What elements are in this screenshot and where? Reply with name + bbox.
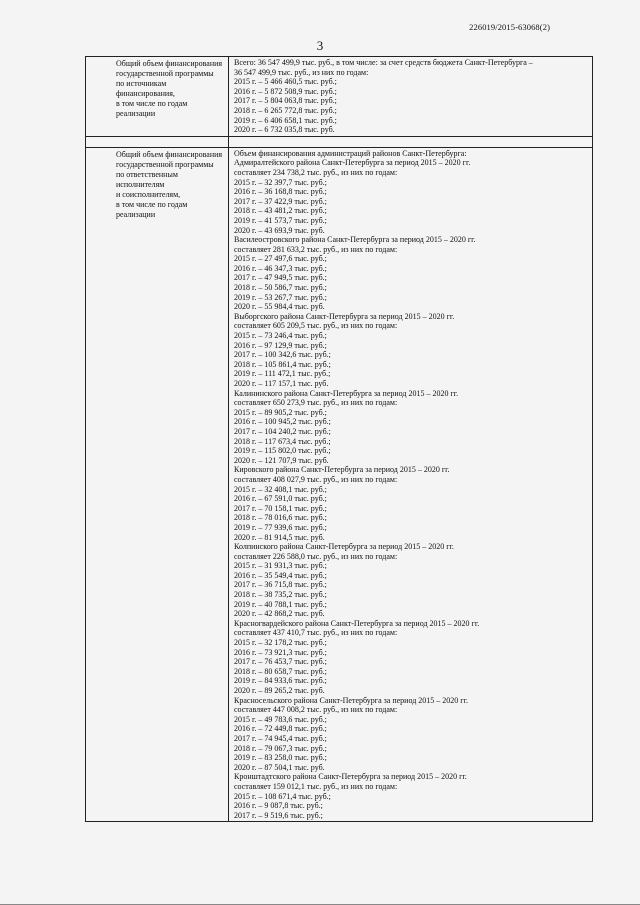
label-line: в том числе по годам реализации (116, 199, 188, 219)
text-line: Василеостровского района Санкт-Петербурга за период 2015 – 2020 гг. (234, 235, 476, 245)
text-line: 2020 г. – 117 157,1 тыс. руб. (234, 379, 329, 388)
text-line: 2015 г. – 5 466 460,5 тыс. руб.; (234, 77, 337, 87)
text-line: 2020 г. – 87 504,1 тыс. руб. (234, 762, 325, 772)
text-line: 2015 г. – 89 905,2 тыс. руб.; (234, 407, 327, 417)
text-line: 2019 г. – 111 472,1 тыс. руб.; (234, 369, 331, 379)
label-line: государственной программы (116, 69, 214, 78)
text-line: составляет 408 027,9 тыс. руб., из них по годам: (234, 474, 398, 484)
text-line: 2016 г. – 35 549,4 тыс. руб.; (234, 570, 327, 580)
text-line: 2015 г. – 32 397,7 тыс. руб.; (234, 177, 327, 187)
label-line: по источникам финансирования, (116, 79, 175, 98)
text-line: составляет 281 633,2 тыс. руб., из них по годам: (234, 244, 398, 254)
text-line: Объем финансирования администраций районов Санкт-Петербурга: (234, 148, 467, 158)
row1-label-cell (86, 57, 229, 137)
text-line: 2020 г. – 81 914,5 тыс. руб. (234, 532, 325, 542)
text-line: 2020 г. – 55 984,4 тыс. руб. (234, 302, 325, 312)
text-line: 2019 г. – 84 933,6 тыс. руб.; (234, 676, 327, 686)
text-line: 2018 г. – 117 673,4 тыс. руб.; (234, 436, 331, 446)
text-line: 2019 г. – 77 939,6 тыс. руб.; (234, 522, 327, 532)
text-line: Всего: 36 547 499,9 тыс. руб., в том числе: за счет средств бюджета Санкт-Петербурга – (234, 58, 533, 67)
text-line: 2017 г. – 70 158,1 тыс. руб.; (234, 503, 327, 513)
text-line: составляет 234 738,2 тыс. руб., из них по годам: (234, 167, 398, 177)
table-row (86, 147, 593, 822)
text-line: 2018 г. – 38 735,2 тыс. руб.; (234, 590, 327, 600)
text-line: 2019 г. – 40 788,1 тыс. руб.; (234, 599, 327, 609)
label-line: Общий объем финансирования (116, 59, 223, 68)
label-line: в том числе по годам реализации (116, 99, 188, 118)
text-line: 2017 г. – 9 519,6 тыс. руб.; (234, 810, 323, 820)
text-line: 2020 г. – 43 693,9 тыс. руб. (234, 225, 325, 235)
text-line: Адмиралтейского района Санкт-Петербурга за период 2015 – 2020 гг. (234, 158, 471, 168)
text-line: составляет 447 008,2 тыс. руб., из них по годам: (234, 705, 398, 715)
text-line: 2020 г. – 42 868,2 тыс. руб. (234, 609, 325, 619)
row1-value-cell (229, 57, 593, 137)
text-line: Красногвардейского района Санкт-Петербурга за период 2015 – 2020 гг. (234, 618, 480, 628)
text-line: 2016 г. – 73 921,3 тыс. руб.; (234, 647, 327, 657)
text-line: 2020 г. – 6 732 035,8 тыс. руб. (234, 125, 335, 135)
text-line: 2016 г. – 72 449,8 тыс. руб.; (234, 724, 327, 734)
text-line: 2017 г. – 76 453,7 тыс. руб.; (234, 657, 327, 667)
text-line: Колпинского района Санкт-Петербурга за период 2015 – 2020 гг. (234, 542, 454, 552)
text-line: 2017 г. – 74 945,4 тыс. руб.; (234, 733, 327, 743)
text-line: 2016 г. – 46 347,3 тыс. руб.; (234, 263, 327, 273)
text-line: 2015 г. – 27 497,6 тыс. руб.; (234, 254, 327, 264)
text-line: 2015 г. – 31 931,3 тыс. руб.; (234, 561, 327, 571)
text-line: 2016 г. – 5 872 508,9 тыс. руб.; (234, 86, 337, 96)
text-line: Кировского района Санкт-Петербурга за период 2015 – 2020 гг. (234, 465, 450, 475)
text-line: составляет 437 410,7 тыс. руб., из них по годам: (234, 628, 398, 638)
text-line: 2015 г. – 108 671,4 тыс. руб.; (234, 791, 331, 801)
text-line: 2016 г. – 97 129,9 тыс. руб.; (234, 340, 327, 350)
text-line: составляет 650 273,9 тыс. руб., из них по годам: (234, 398, 398, 408)
text-line: 2018 г. – 50 586,7 тыс. руб.; (234, 283, 327, 293)
text-line: 2017 г. – 104 240,2 тыс. руб.; (234, 426, 331, 436)
text-line: 2020 г. – 89 265,2 тыс. руб. (234, 686, 325, 695)
row2-value-cell (229, 147, 593, 822)
text-line: 2019 г. – 6 406 658,1 тыс. руб.; (234, 115, 337, 125)
text-line: 2019 г. – 83 258,0 тыс. руб.; (234, 753, 327, 763)
table-row (86, 57, 593, 137)
text-line: 2018 г. – 43 481,2 тыс. руб.; (234, 206, 327, 216)
text-line: 2016 г. – 9 087,8 тыс. руб.; (234, 801, 323, 811)
text-line: 2017 г. – 100 342,6 тыс. руб.; (234, 350, 331, 360)
label-line: и соисполнителям, (116, 189, 181, 199)
document-id: 226019/2015-63068(2) (469, 22, 550, 32)
program-table (85, 56, 593, 822)
text-line: Выборгского района Санкт-Петербурга за период 2015 – 2020 гг. (234, 311, 455, 321)
text-line: 2017 г. – 37 422,9 тыс. руб.; (234, 196, 327, 206)
text-line: 36 547 499,9 тыс. руб., из них по годам: (234, 67, 369, 77)
text-line: составляет 226 588,0 тыс. руб., из них по годам: (234, 551, 398, 561)
text-line: Калининского района Санкт-Петербурга за период 2015 – 2020 гг. (234, 388, 459, 398)
label-line: по ответственным исполнителям (116, 169, 178, 189)
text-line: 2016 г. – 36 168,8 тыс. руб.; (234, 187, 327, 197)
text-line: 2015 г. – 32 178,2 тыс. руб.; (234, 638, 327, 648)
text-line: 2016 г. – 67 591,0 тыс. руб.; (234, 494, 327, 504)
text-line: составляет 605 209,5 тыс. руб., из них по годам: (234, 321, 398, 331)
text-line: 2018 г. – 105 861,4 тыс. руб.; (234, 359, 331, 369)
text-line: 2015 г. – 32 408,1 тыс. руб.; (234, 484, 327, 494)
text-line: 2018 г. – 78 016,6 тыс. руб.; (234, 513, 327, 523)
text-line: 2019 г. – 41 573,7 тыс. руб.; (234, 215, 327, 225)
text-line: 2020 г. – 121 707,9 тыс. руб. (234, 455, 329, 465)
label-line: государственной программы (116, 159, 214, 169)
text-line: 2017 г. – 5 804 063,8 тыс. руб.; (234, 96, 337, 106)
label-line: Общий объем финансирования (116, 149, 223, 159)
text-line: 2017 г. – 47 949,5 тыс. руб.; (234, 273, 327, 283)
text-line: Кронштадтского района Санкт-Петербурга за период 2015 – 2020 гг. (234, 772, 467, 782)
text-line: 2018 г. – 80 658,7 тыс. руб.; (234, 666, 327, 676)
text-line: 2018 г. – 79 067,3 тыс. руб.; (234, 743, 327, 753)
text-line: Красносельского района Санкт-Петербурга за период 2015 – 2020 гг. (234, 695, 468, 705)
text-line: 2019 г. – 115 802,0 тыс. руб.; (234, 446, 331, 456)
page-number: 3 (316, 38, 324, 53)
row2-label-cell (86, 147, 229, 822)
text-line: составляет 159 012,1 тыс. руб., из них по годам: (234, 781, 398, 791)
table-spacer-row (86, 136, 593, 147)
text-line: 2019 г. – 53 267,7 тыс. руб.; (234, 292, 327, 302)
text-line: 2017 г. – 36 715,8 тыс. руб.; (234, 580, 327, 590)
text-line: 2015 г. – 49 783,6 тыс. руб.; (234, 714, 327, 724)
text-line: 2018 г. – 6 265 772,8 тыс. руб.; (234, 105, 337, 115)
text-line: 2016 г. – 100 945,2 тыс. руб.; (234, 417, 331, 427)
text-line: 2015 г. – 73 246,4 тыс. руб.; (234, 331, 327, 341)
